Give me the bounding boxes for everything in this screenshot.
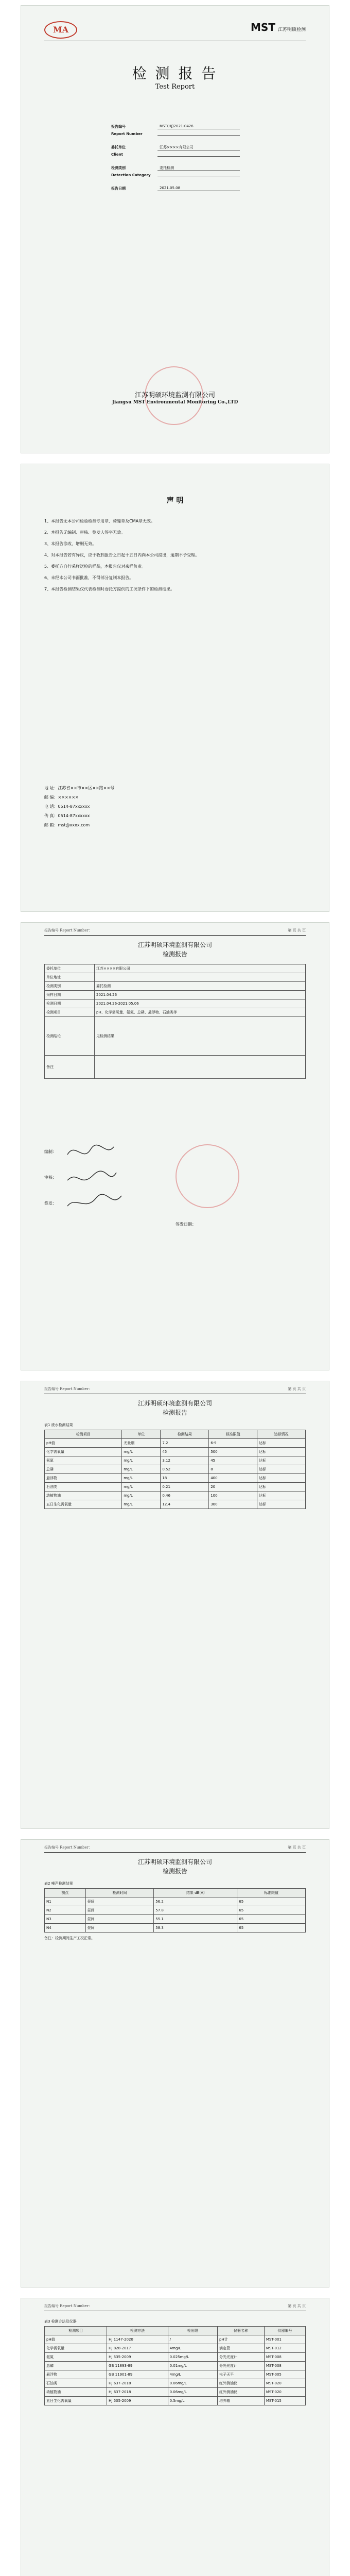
info-table — [44, 964, 306, 1079]
contact-line: 地 址：江苏省××市××区××路××号 — [44, 786, 115, 790]
table-row: 备注 — [45, 1056, 306, 1079]
sign-date: 签发日期： — [176, 1222, 196, 1227]
report-header: 检测报告 — [162, 1868, 187, 1875]
field-client-en: Client — [111, 152, 240, 157]
statement-title: 声 明 — [166, 497, 184, 505]
cover-page — [21, 5, 329, 453]
table-row: N4 昼间 58.3 65 — [45, 1924, 306, 1933]
brand-tag: 江苏明硕检测 — [277, 27, 306, 32]
methods-page — [21, 2298, 329, 2576]
brand-block — [251, 21, 306, 33]
table-header-row: 检测项目 检测方法 检出限 仪器名称 仪器编号 — [45, 2327, 306, 2335]
report-number-label: 报告编号 Report Number： — [44, 928, 92, 933]
contact-line: 邮 箱：mst@xxxx.com — [44, 823, 90, 827]
table-row: pH值 HJ 1147-2020 / pH计 MST-001 — [45, 2335, 306, 2344]
company-name-en: Jiangsu MST Environmental Monitoring Co.,LTD — [112, 400, 238, 405]
methods-table — [44, 2326, 306, 2405]
table-row: 悬浮物 GB 11901-89 4mg/L 电子天平 MST-005 — [45, 2370, 306, 2379]
table-row: 单位地址 — [45, 973, 306, 982]
field-client: 委托单位 江苏××××有限公司 — [111, 145, 240, 150]
sign-approved: 签发： — [44, 1201, 57, 1206]
table-caption: 表3 检测方法及仪器 — [44, 2319, 77, 2324]
statement-item: 5、委托方自行采样送检的样品，本报告仅对来样负责。 — [44, 564, 146, 569]
table-row: 检测项目 pH、化学需氧量、氨氮、总磷、悬浮物、石油类等 — [45, 1008, 306, 1017]
table-row: 五日生化需氧量 HJ 505-2009 0.5mg/L 培养箱 MST-015 — [45, 2397, 306, 2405]
table-row: N3 昼间 55.1 65 — [45, 1915, 306, 1924]
company-header: 江苏明硕环境监测有限公司 — [137, 1400, 212, 1407]
table-header-row: 检测项目 单位 检测结果 标准限值 达标情况 — [45, 1430, 306, 1439]
wastewater-page — [21, 1381, 329, 1829]
table-row: 采样日期 2021.04.26 — [45, 991, 306, 999]
signature-block — [44, 1139, 57, 1216]
sign-prepared: 编制： — [44, 1149, 57, 1154]
field-report-number-en: Report Number — [111, 132, 240, 136]
table-row: 石油类 HJ 637-2018 0.06mg/L 红外测油仪 MST-020 — [45, 2379, 306, 2388]
contact-line: 传 真：0514-87xxxxxx — [44, 814, 90, 818]
handwritten-signatures — [65, 1139, 127, 1216]
table-row: 动植物油 HJ 637-2018 0.06mg/L 红外测油仪 MST-020 — [45, 2388, 306, 2397]
table-row: N1 昼间 56.2 65 — [45, 1897, 306, 1906]
statement-item: 3、本报告涂改、增删无效。 — [44, 541, 97, 546]
statement-item: 7、本报告检测结果仅代表检测时委托方提供的工况条件下的检测结果。 — [44, 587, 175, 591]
table-row: 石油类 mg/L 0.21 20 达标 — [45, 1483, 306, 1492]
statement-item: 2、本报告无编制、审核、签发人签字无效。 — [44, 530, 126, 535]
table-row: 检测日期 2021.04.26-2021.05.06 — [45, 999, 306, 1008]
table-row: 检测结论 见检测结果 — [45, 1017, 306, 1056]
contact-block — [44, 784, 114, 830]
sign-reviewed: 审核： — [44, 1175, 57, 1180]
noise-table — [44, 1888, 306, 1933]
contact-line: 邮 编：×××××× — [44, 795, 79, 800]
contact-line: 电 话：0514-87xxxxxx — [44, 804, 90, 809]
table-row: 总磷 GB 11893-89 0.01mg/L 分光光度计 MST-008 — [45, 2362, 306, 2370]
field-category-en: Detection Category — [111, 173, 240, 177]
table-row: 化学需氧量 HJ 828-2017 4mg/L 滴定管 MST-012 — [45, 2344, 306, 2353]
report-header: 检测报告 — [162, 1409, 187, 1416]
page-count-label: 第 页 共 页 — [288, 928, 306, 933]
table-row: 总磷 mg/L 0.52 8 达标 — [45, 1465, 306, 1474]
page-count-label: 第 页 共 页 — [288, 1845, 306, 1850]
table-header-row: 测点 检测时间 结果 dB(A) 标准限值 — [45, 1889, 306, 1897]
table-row: N2 昼间 57.8 65 — [45, 1906, 306, 1915]
table-row: pH值 无量纲 7.2 6-9 达标 — [45, 1439, 306, 1448]
report-header: 检测报告 — [162, 951, 187, 958]
table-row: 悬浮物 mg/L 18 400 达标 — [45, 1474, 306, 1483]
report-title-cn: 检 测 报 告 — [132, 65, 218, 82]
company-header: 江苏明硕环境监测有限公司 — [137, 941, 212, 948]
header-rule — [44, 1852, 306, 1853]
company-name-cn: 江苏明硕环境监测有限公司 — [134, 392, 215, 399]
page-count-label: 第 页 共 页 — [288, 1387, 306, 1391]
statement-item: 4、对本报告若有异议，应于收到报告之日起十五日内向本公司提出，逾期不予受理。 — [44, 553, 200, 557]
inspection-seal — [176, 1144, 239, 1208]
table-note: 备注：检测期间生产工况正常。 — [44, 1936, 95, 1940]
field-date: 报告日期 2021.05.08 — [111, 186, 240, 191]
report-title-en: Test Report — [155, 83, 195, 91]
brand-name: MST — [250, 21, 275, 33]
table-row: 五日生化需氧量 mg/L 12.4 300 达标 — [45, 1500, 306, 1509]
table-row: 氨氮 HJ 535-2009 0.025mg/L 分光光度计 MST-008 — [45, 2353, 306, 2362]
table-row: 动植物油 mg/L 0.46 100 达标 — [45, 1492, 306, 1500]
table-caption: 表2 噪声检测结果 — [44, 1882, 73, 1886]
table-row: 氨氮 mg/L 3.12 45 达标 — [45, 1456, 306, 1465]
noise-page — [21, 1839, 329, 2287]
statement-item: 1、本报告无本公司检验检测专用章、骑缝章及CMA章无效。 — [44, 519, 155, 523]
info-page — [21, 922, 329, 1370]
statement-list — [44, 516, 306, 595]
table-row: 检测类别 委托检测 — [45, 982, 306, 991]
field-category: 检测类别 委托检测 — [111, 165, 240, 171]
page-count-label: 第 页 共 页 — [288, 2304, 306, 2308]
header-rule — [44, 935, 306, 936]
statement-page — [21, 464, 329, 912]
table-row: 化学需氧量 mg/L 45 500 达标 — [45, 1448, 306, 1456]
wastewater-table — [44, 1430, 306, 1509]
statement-item: 6、未经本公司书面批准，不得部分复制本报告。 — [44, 575, 134, 580]
report-number-label: 报告编号 Report Number： — [44, 2304, 92, 2308]
table-caption: 表1 废水检测结果 — [44, 1423, 73, 1427]
cma-logo-letters: MA — [52, 25, 69, 35]
field-report-number: 报告编号 MST(HJ)2021-0426 — [111, 124, 240, 129]
report-number-label: 报告编号 Report Number： — [44, 1845, 92, 1850]
report-number-label: 报告编号 Report Number： — [44, 1387, 92, 1391]
company-header: 江苏明硕环境监测有限公司 — [137, 1858, 212, 1866]
table-row: 委托单位 江苏××××有限公司 — [45, 964, 306, 973]
cma-logo — [44, 21, 77, 39]
